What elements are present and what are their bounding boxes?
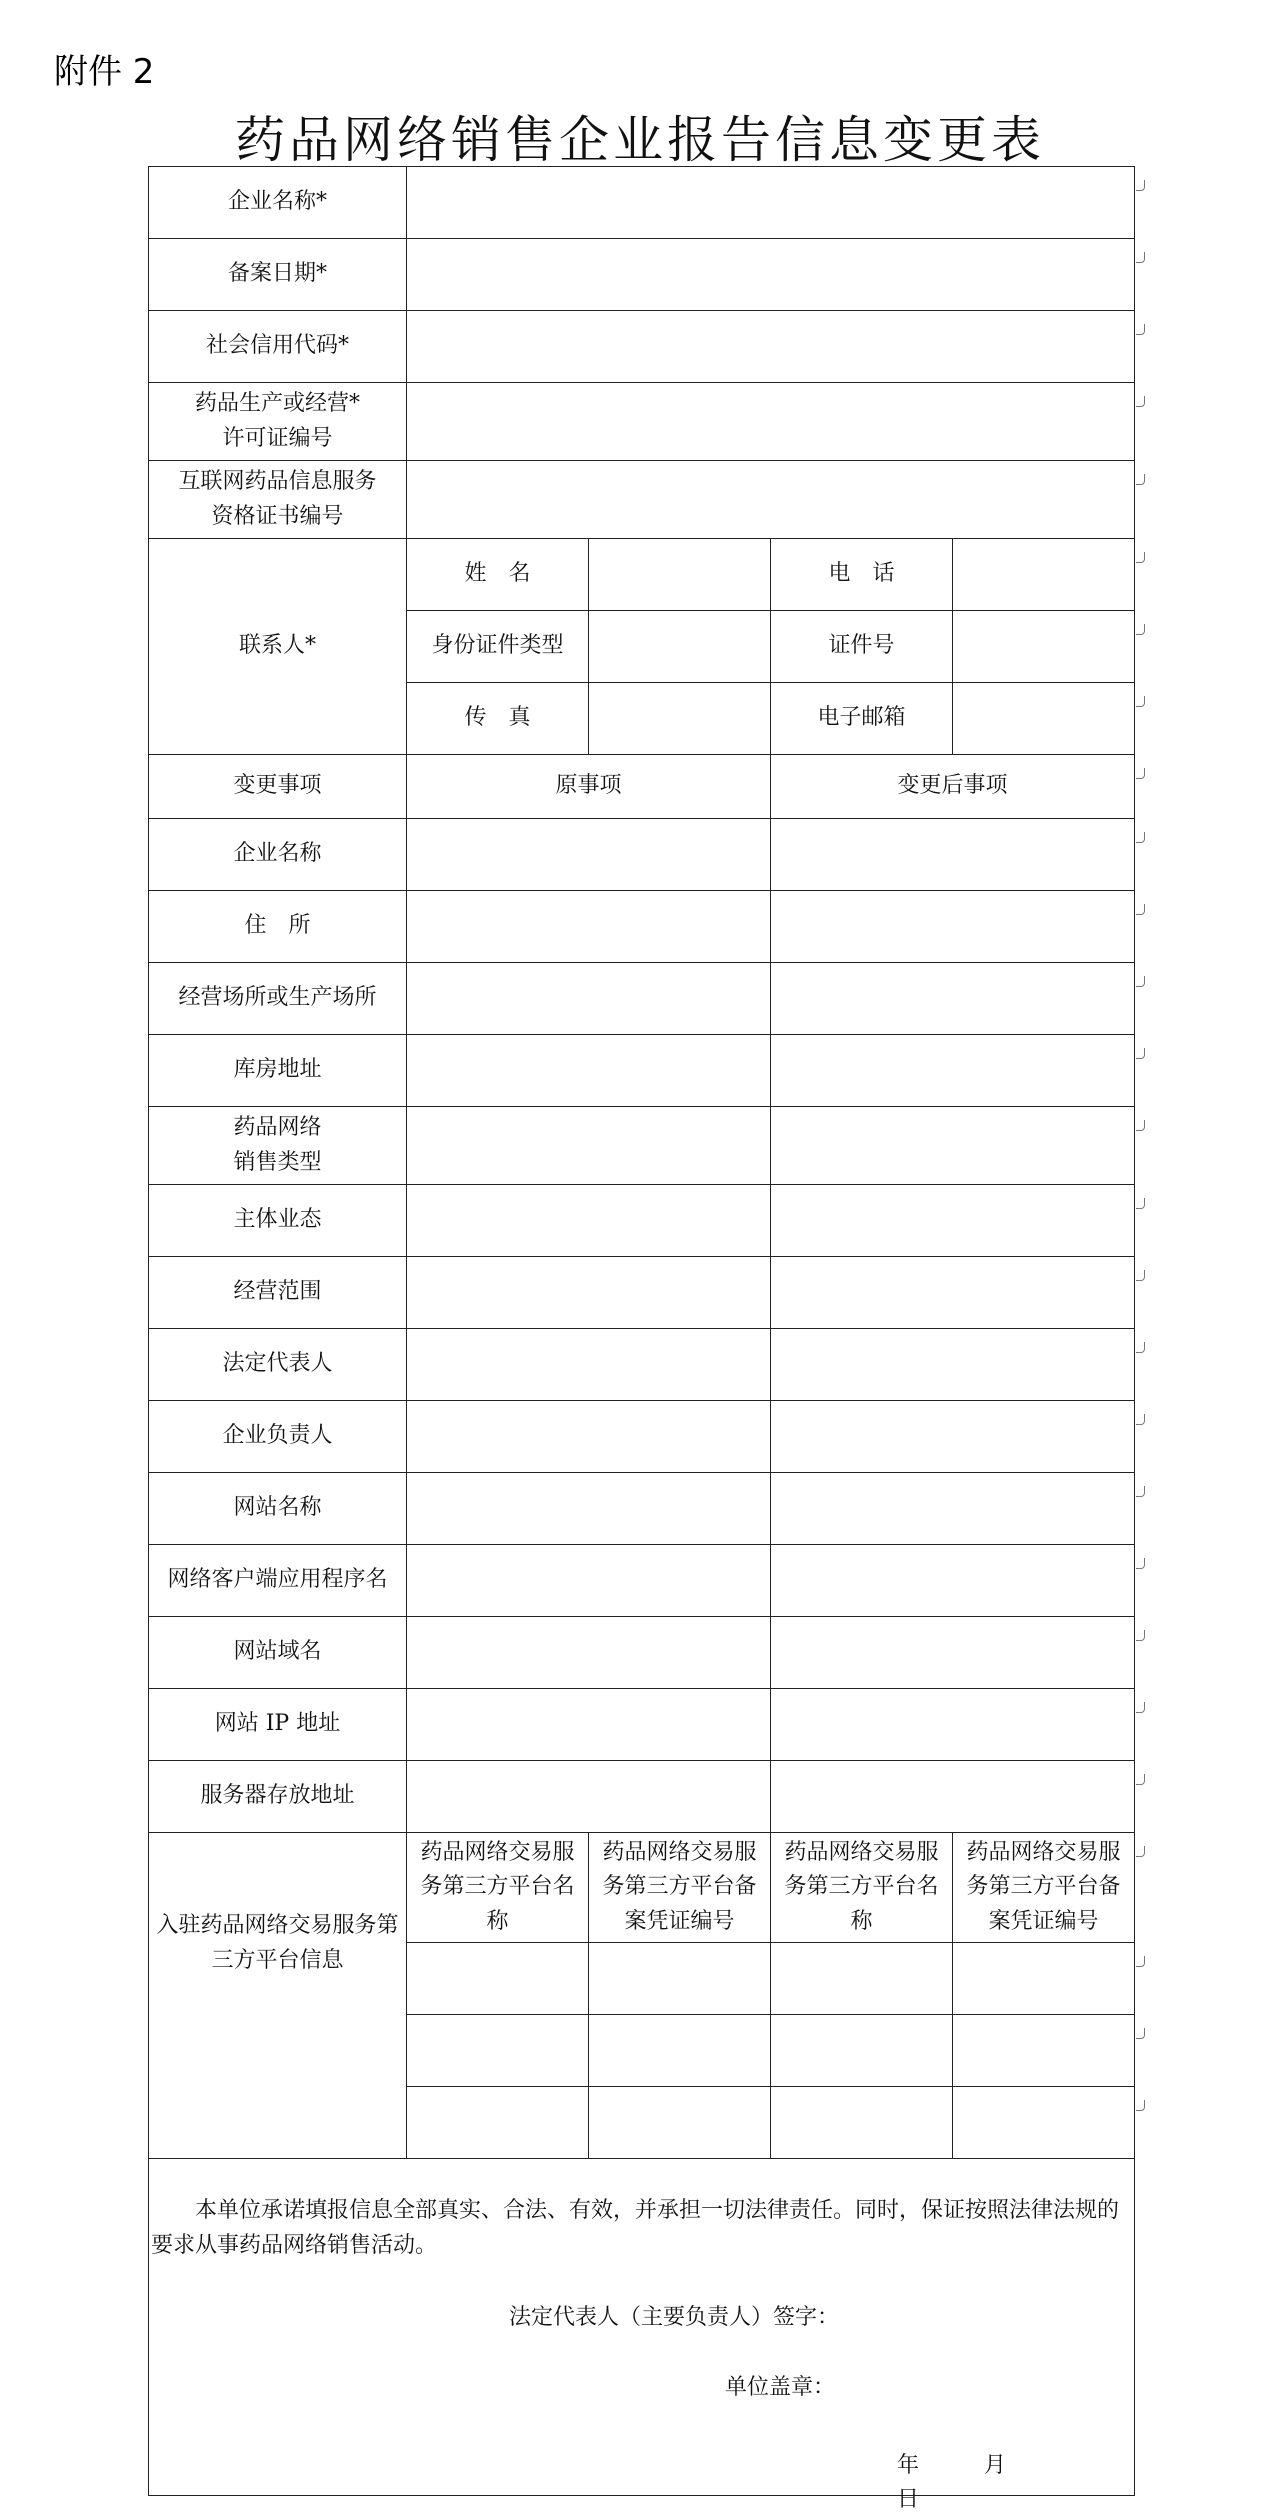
label-contact: 联系人* <box>149 539 407 755</box>
label-sales-type-line1: 药品网络 <box>233 1115 322 1141</box>
row-declaration <box>149 2159 1135 2496</box>
field-original-entity-status[interactable] <box>407 1185 771 1257</box>
header-platform-name-1: 药品网络交易服务第三方平台名称 <box>407 1833 589 1943</box>
field-original-business-scope[interactable] <box>407 1257 771 1329</box>
field-original-company-name[interactable] <box>407 819 771 891</box>
row-contact-name <box>149 539 1135 611</box>
row-change-company-head <box>149 1401 1135 1473</box>
label-internet-cert-line2: 资格证书编号 <box>211 503 344 529</box>
paragraph-mark-icon <box>1136 832 1145 843</box>
header-platform-cert-2: 药品网络交易服务第三方平台备案凭证编号 <box>953 1833 1135 1943</box>
field-original-domain[interactable] <box>407 1617 771 1689</box>
row-change-app-name <box>149 1545 1135 1617</box>
row-filing-date <box>149 239 1135 311</box>
label-sales-type-line2: 销售类型 <box>233 1149 322 1175</box>
field-original-website-name[interactable] <box>407 1473 771 1545</box>
header-change-item: 变更事项 <box>149 755 407 819</box>
field-platform-cell[interactable] <box>953 1943 1135 2015</box>
date-line <box>897 2449 1134 2517</box>
paragraph-mark-icon <box>1136 624 1145 635</box>
field-new-sales-type[interactable] <box>771 1107 1135 1185</box>
label-change-app-name: 网络客户端应用程序名 <box>149 1545 407 1617</box>
paragraph-mark-icon <box>1136 324 1145 335</box>
header-new: 变更后事项 <box>771 755 1135 819</box>
header-platform-cert-1: 药品网络交易服务第三方平台备案凭证编号 <box>589 1833 771 1943</box>
paragraph-mark-icon <box>1136 474 1145 485</box>
field-new-legal-rep[interactable] <box>771 1329 1135 1401</box>
form-title: 药品网络销售企业报告信息变更表 <box>235 111 1045 169</box>
paragraph-mark-icon <box>1136 1846 1145 1857</box>
field-new-ip[interactable] <box>771 1689 1135 1761</box>
label-id-number: 证件号 <box>771 611 953 683</box>
paragraph-mark-icon <box>1136 1630 1145 1641</box>
field-email[interactable] <box>953 683 1135 755</box>
label-change-server: 服务器存放地址 <box>149 1761 407 1833</box>
label-license-line2: 许可证编号 <box>222 425 333 451</box>
declaration-text: 本单位承诺填报信息全部真实、合法、有效，并承担一切法律责任。同时，保证按照法律法规的要求从事药品网络销售活动。 <box>151 2198 1120 2259</box>
paragraph-mark-icon <box>1136 1956 1145 1967</box>
field-new-entity-status[interactable] <box>771 1185 1135 1257</box>
field-platform-cell[interactable] <box>589 2087 771 2159</box>
row-license <box>149 383 1135 461</box>
label-contact-name: 姓 名 <box>407 539 589 611</box>
field-credit-code[interactable] <box>407 311 1135 383</box>
field-platform-cell[interactable] <box>771 1943 953 2015</box>
field-platform-cell[interactable] <box>953 2087 1135 2159</box>
label-change-business-site: 经营场所或生产场所 <box>149 963 407 1035</box>
label-change-legal-rep: 法定代表人 <box>149 1329 407 1401</box>
field-original-server[interactable] <box>407 1761 771 1833</box>
field-contact-phone[interactable] <box>953 539 1135 611</box>
label-change-company-head: 企业负责人 <box>149 1401 407 1473</box>
label-change-sales-type <box>149 1107 407 1185</box>
field-original-company-head[interactable] <box>407 1401 771 1473</box>
label-license <box>149 383 407 461</box>
field-new-warehouse[interactable] <box>771 1035 1135 1107</box>
paragraph-mark-icon <box>1136 1486 1145 1497</box>
date-year: 年 <box>897 2453 920 2478</box>
paragraph-mark-icon <box>1136 768 1145 779</box>
field-contact-name[interactable] <box>589 539 771 611</box>
label-change-website-name: 网站名称 <box>149 1473 407 1545</box>
paragraph-mark-icon <box>1136 2100 1145 2111</box>
field-platform-cell[interactable] <box>771 2015 953 2087</box>
paragraph-mark-icon <box>1136 1702 1145 1713</box>
label-license-line1: 药品生产或经营* <box>194 391 360 417</box>
field-internet-cert[interactable] <box>407 461 1135 539</box>
label-change-residence: 住 所 <box>149 891 407 963</box>
seal-label: 单位盖章： <box>725 2375 836 2400</box>
label-contact-phone: 电 话 <box>771 539 953 611</box>
label-id-type: 身份证件类型 <box>407 611 589 683</box>
paragraph-marks <box>1136 166 1150 2486</box>
row-change-residence <box>149 891 1135 963</box>
label-internet-cert-line1: 互联网药品信息服务 <box>178 469 377 495</box>
field-platform-cell[interactable] <box>771 2087 953 2159</box>
date-month: 月 <box>984 2453 1007 2478</box>
row-change-website-name <box>149 1473 1135 1545</box>
field-fax[interactable] <box>589 683 771 755</box>
paragraph-mark-icon <box>1136 1414 1145 1425</box>
field-new-server[interactable] <box>771 1761 1135 1833</box>
row-change-server <box>149 1761 1135 1833</box>
header-platform-name-2: 药品网络交易服务第三方平台名称 <box>771 1833 953 1943</box>
field-platform-cell[interactable] <box>407 1943 589 2015</box>
row-change-sales-type <box>149 1107 1135 1185</box>
field-new-business-scope[interactable] <box>771 1257 1135 1329</box>
row-change-legal-rep <box>149 1329 1135 1401</box>
signature-label: 法定代表人（主要负责人）签字： <box>509 2305 840 2330</box>
label-change-company-name: 企业名称 <box>149 819 407 891</box>
paragraph-mark-icon <box>1136 1342 1145 1353</box>
field-company-name[interactable] <box>407 167 1135 239</box>
paragraph-mark-icon <box>1136 180 1145 191</box>
label-credit-code: 社会信用代码* <box>149 311 407 383</box>
row-change-ip <box>149 1689 1135 1761</box>
row-change-entity-status <box>149 1185 1135 1257</box>
field-new-domain[interactable] <box>771 1617 1135 1689</box>
label-platform-line2: 三方平台信息 <box>211 1947 344 1973</box>
paragraph-mark-icon <box>1136 552 1145 563</box>
field-new-website-name[interactable] <box>771 1473 1135 1545</box>
label-platform <box>149 1833 407 2159</box>
paragraph-mark-icon <box>1136 396 1145 407</box>
label-platform-line1: 入驻药品网络交易服务第 <box>156 1913 399 1939</box>
declaration-block <box>149 2159 1135 2513</box>
row-change-domain <box>149 1617 1135 1689</box>
row-credit-code <box>149 311 1135 383</box>
row-change-company-name <box>149 819 1135 891</box>
field-platform-cell[interactable] <box>589 1943 771 2015</box>
header-original: 原事项 <box>407 755 771 819</box>
field-new-business-site[interactable] <box>771 963 1135 1035</box>
field-id-type[interactable] <box>589 611 771 683</box>
label-email: 电子邮箱 <box>771 683 953 755</box>
field-filing-date[interactable] <box>407 239 1135 311</box>
label-filing-date: 备案日期* <box>149 239 407 311</box>
field-original-warehouse[interactable] <box>407 1035 771 1107</box>
change-report-form <box>148 166 1135 2513</box>
field-new-app-name[interactable] <box>771 1545 1135 1617</box>
field-original-app-name[interactable] <box>407 1545 771 1617</box>
paragraph-mark-icon <box>1136 1048 1145 1059</box>
label-change-business-scope: 经营范围 <box>149 1257 407 1329</box>
field-new-company-name[interactable] <box>771 819 1135 891</box>
label-change-warehouse: 库房地址 <box>149 1035 407 1107</box>
label-change-ip: 网站 IP 地址 <box>149 1689 407 1761</box>
label-change-entity-status: 主体业态 <box>149 1185 407 1257</box>
date-day: 日 <box>897 2487 920 2513</box>
paragraph-mark-icon <box>1136 1120 1145 1131</box>
field-original-sales-type[interactable] <box>407 1107 771 1185</box>
field-original-business-site[interactable] <box>407 963 771 1035</box>
paragraph-mark-icon <box>1136 904 1145 915</box>
paragraph-mark-icon <box>1136 976 1145 987</box>
paragraph-mark-icon <box>1136 1558 1145 1569</box>
paragraph-mark-icon <box>1136 1270 1145 1281</box>
paragraph-mark-icon <box>1136 2028 1145 2039</box>
field-new-company-head[interactable] <box>771 1401 1135 1473</box>
label-fax: 传 真 <box>407 683 589 755</box>
label-change-domain: 网站域名 <box>149 1617 407 1689</box>
field-platform-cell[interactable] <box>407 2015 589 2087</box>
field-original-ip[interactable] <box>407 1689 771 1761</box>
field-license[interactable] <box>407 383 1135 461</box>
field-original-legal-rep[interactable] <box>407 1329 771 1401</box>
row-change-business-site <box>149 963 1135 1035</box>
label-internet-cert <box>149 461 407 539</box>
field-platform-cell[interactable] <box>953 2015 1135 2087</box>
field-platform-cell[interactable] <box>407 2087 589 2159</box>
field-original-residence[interactable] <box>407 891 771 963</box>
row-platform-header <box>149 1833 1135 1943</box>
field-new-residence[interactable] <box>771 891 1135 963</box>
paragraph-mark-icon <box>1136 1198 1145 1209</box>
field-id-number[interactable] <box>953 611 1135 683</box>
paragraph-mark-icon <box>1136 252 1145 263</box>
row-change-business-scope <box>149 1257 1135 1329</box>
row-company-name <box>149 167 1135 239</box>
row-changes-header <box>149 755 1135 819</box>
attachment-label: 附件 2 <box>54 52 155 92</box>
row-change-warehouse <box>149 1035 1135 1107</box>
paragraph-mark-icon <box>1136 696 1145 707</box>
field-platform-cell[interactable] <box>589 2015 771 2087</box>
label-company-name: 企业名称* <box>149 167 407 239</box>
paragraph-mark-icon <box>1136 1774 1145 1785</box>
row-internet-cert <box>149 461 1135 539</box>
